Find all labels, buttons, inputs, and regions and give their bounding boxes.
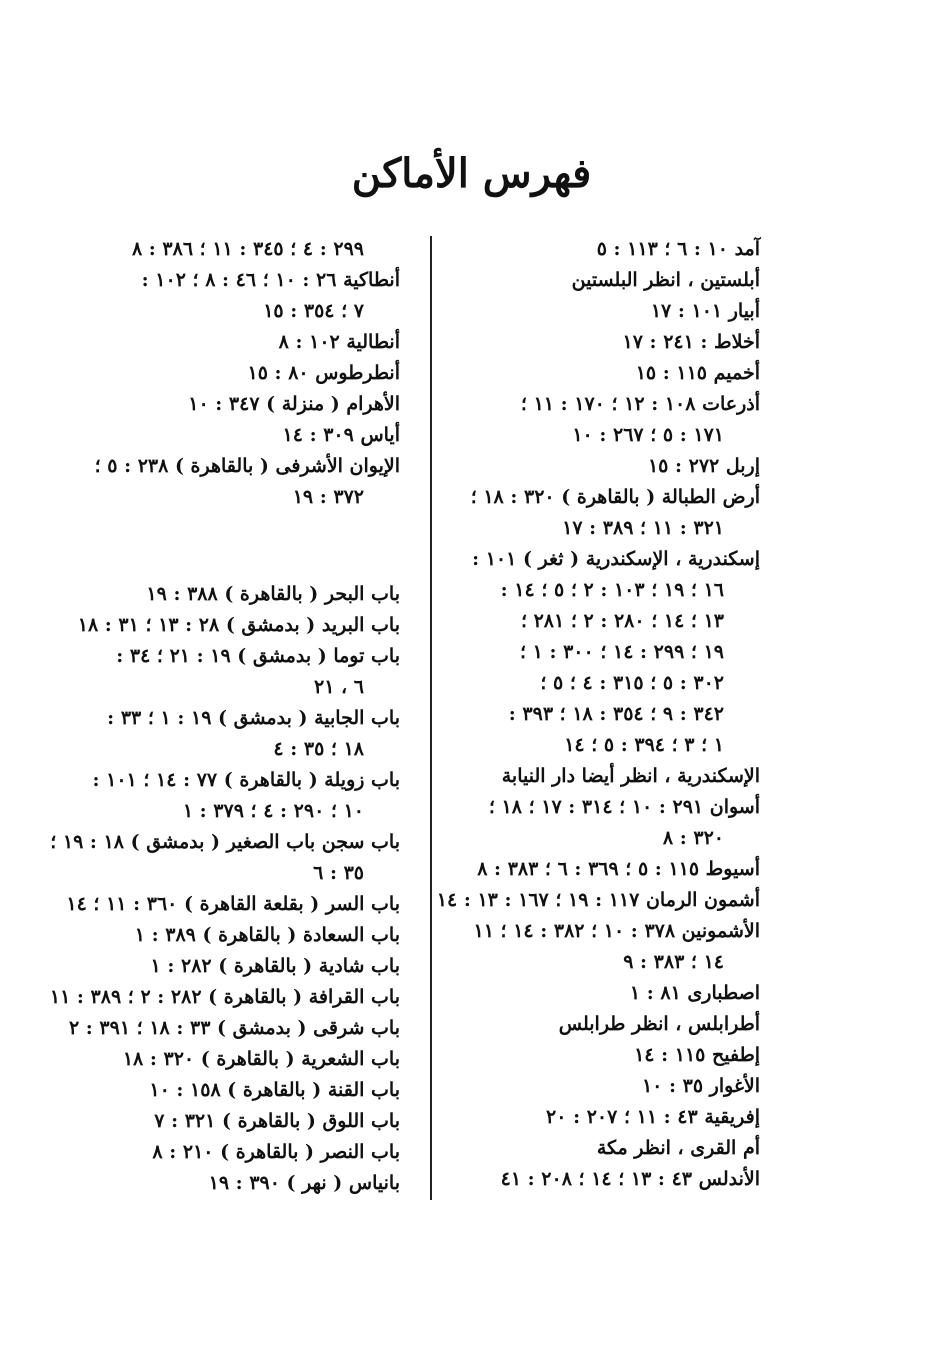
index-entry: أبيار ١٠١ : ١٧ — [650, 300, 760, 322]
index-entry-continuation: ١٩ ؛ ٢٩٩ : ١٤ ؛ ٣٠٠ : ١ ؛ — [519, 641, 724, 663]
left-column-index — [49, 234, 400, 1199]
index-entry: باب زويلة ( بالقاهرة ) ٧٧ : ١٤ ؛ ١٠١ : — [92, 769, 400, 791]
index-entry: أبلستين ، انظر البلستين — [571, 269, 760, 291]
left-column-bottom-entries — [49, 579, 400, 1199]
index-entry-continuation: ٣٢١ : ١١ ؛ ٣٨٩ : ١٧ — [562, 517, 724, 539]
index-entry: أخميم ١١٥ : ١٥ — [635, 362, 760, 384]
index-entry-continuation: ١٦ ؛ ١٩ ؛ ١٠٣ : ٢ ؛ ٥ ؛ ١٤ : — [500, 579, 724, 601]
index-entry: أذرعات ١٠٨ : ١٢ ؛ ١٧٠ : ١١ ؛ — [520, 393, 760, 415]
index-entry-continuation: ١ ؛ ٣ ؛ ٣٩٤ : ٥ ؛ ١٤ — [564, 734, 724, 756]
index-entry: باب الشعرية ( بالقاهرة ) ٣٢٠ : ١٨ — [122, 1048, 400, 1070]
index-entry: الإسكندرية ، انظر أيضا دار النيابة — [501, 765, 760, 787]
index-entry: أطرابلس ، انظر طرابلس — [558, 1013, 760, 1035]
index-entry: أم القرى ، انظر مكة — [596, 1137, 760, 1159]
index-entry: إفريقية ٤٣ : ١١ ؛ ٢٠٧ : ٢٠ — [546, 1106, 760, 1128]
index-entry: باب شادية ( بالقاهرة ) ٢٨٢ : ١ — [150, 955, 400, 977]
index-entry-continuation: ١٨ ؛ ٣٥ : ٤ — [273, 738, 364, 760]
index-entry: باب البحر ( بالقاهرة ) ٣٨٨ : ١٩ — [146, 583, 400, 605]
index-entry: الإيوان الأشرفى ( بالقاهرة ) ٢٣٨ : ٥ ؛ — [94, 455, 400, 477]
index-entry: باب البريد ( بدمشق ) ٢٨ : ١٣ ؛ ٣١ : ١٨ — [77, 614, 400, 636]
left-column-top-entries — [94, 234, 400, 513]
index-entry: باب الجابية ( بدمشق ) ١٩ : ١ ؛ ٣٣ : — [107, 707, 400, 729]
column-divider — [430, 236, 432, 1200]
index-entry: باب القرافة ( بالقاهرة ) ٢٨٢ : ٢ ؛ ٣٨٩ : ١١ — [49, 986, 400, 1008]
index-entry: باب سجن باب الصغير ( بدمشق ) ١٨ : ١٩ ؛ — [50, 831, 400, 853]
index-entry-continuation: ٦ ، ٢١ — [313, 676, 364, 698]
right-column-index — [436, 234, 760, 1195]
index-entry-continuation: ٣٤٢ : ٩ ؛ ٣٥٤ : ١٨ ؛ ٣٩٣ : — [508, 703, 724, 725]
index-entry: آمد ١٠ : ٦ ؛ ١١٣ : ٥ — [596, 238, 760, 260]
index-entry: باب النصر ( بالقاهرة ) ٢١٠ : ٨ — [152, 1141, 400, 1163]
index-entry: باب اللوق ( بالقاهرة ) ٣٢١ : ٧ — [154, 1110, 400, 1132]
index-entry: أنطرطوس ٨٠ : ١٥ — [247, 362, 400, 384]
index-entry: باب السر ( بقلعة القاهرة ) ٣٦٠ : ١١ ؛ ١٤ — [66, 893, 400, 915]
index-entry-continuation: ٧ ؛ ٣٥٤ : ١٥ — [263, 300, 364, 322]
index-entry-continuation: ١٣ ؛ ١٤ ؛ ٢٨٠ : ٢ ؛ ٢٨١ ؛ — [520, 610, 724, 632]
index-entry: أشمون الرمان ١١٧ : ١٩ ؛ ١٦٧ : ١٣ : ١٤ — [436, 889, 760, 911]
index-entry: الأهرام ( منزلة ) ٣٤٧ : ١٠ — [188, 393, 400, 415]
index-entry-continuation: ١٧١ : ٥ ؛ ٢٦٧ : ١٠ — [572, 424, 724, 446]
index-entry-continuation: ٣٢٠ : ٨ — [662, 827, 724, 849]
index-entry-continuation: ٢٩٩ : ٤ ؛ ٣٤٥ : ١١ ؛ ٣٨٦ : ٨ — [131, 238, 364, 260]
index-entry: أنطاكية ٢٦ : ١٠ ؛ ٤٦ : ٨ ؛ ١٠٢ : — [141, 269, 400, 291]
index-entry-continuation: ٣٥ : ٦ — [313, 862, 364, 884]
index-entry: باب القنة ( بالقاهرة ) ١٥٨ : ١٠ — [149, 1079, 400, 1101]
section-gap — [100, 513, 400, 579]
index-entry: الأغوار ٣٥ : ١٠ — [641, 1075, 760, 1097]
index-entry: أسوان ٢٩١ : ١٠ ؛ ٣١٤ : ١٧ ؛ ١٨ ؛ — [488, 796, 760, 818]
index-entry: اصطبارى ٨١ : ١ — [629, 982, 760, 1004]
index-entry-continuation: ١٤ ؛ ٣٨٣ : ٩ — [623, 951, 724, 973]
index-entry-continuation: ٣٧٢ : ١٩ — [292, 486, 364, 508]
index-entry: بانياس ( نهر ) ٣٩٠ : ١٩ — [208, 1172, 400, 1194]
index-entry-continuation: ٣٠٢ : ٥ ؛ ٣١٥ : ٤ ؛ ٥ ؛ — [540, 672, 724, 694]
index-entry: الأندلس ٤٣ : ١٣ ؛ ١٤ ؛ ٢٠٨ : ٤١ — [500, 1168, 760, 1190]
index-entry: أرض الطبالة ( بالقاهرة ) ٣٢٠ : ١٨ ؛ — [470, 486, 760, 508]
index-entry: أخلاط : ٢٤١ : ١٧ — [622, 331, 760, 353]
index-entry: باب شرقى ( بدمشق ) ٣٣ : ١٨ ؛ ٣٩١ : ٢ — [68, 1017, 400, 1039]
index-entry: الأشمونين ٣٧٨ : ١٠ ؛ ٣٨٢ : ١٤ ؛ ١١ — [473, 920, 760, 942]
index-entry: إربل ٢٧٢ : ١٥ — [647, 455, 760, 477]
index-entry: أنطالية ١٠٢ : ٨ — [278, 331, 400, 353]
index-entry: باب السعادة ( بالقاهرة ) ٣٨٩ : ١ — [134, 924, 400, 946]
index-entry: باب توما ( بدمشق ) ١٩ : ٢١ ؛ ٣٤ : — [116, 645, 400, 667]
index-entry: إطفيح ١١٥ : ١٤ — [634, 1044, 760, 1066]
index-entry: أسيوط ١١٥ : ٥ ؛ ٣٦٩ : ٦ ؛ ٣٨٣ : ٨ — [477, 858, 760, 880]
index-entry-continuation: ١٠ ؛ ٢٩٠ : ٤ ؛ ٣٧٩ : ١ — [182, 800, 364, 822]
page-title: فهرس الأماكن — [351, 150, 592, 197]
index-entry: إسكندرية ، الإسكندرية ( ثغر ) ١٠١ : — [472, 548, 760, 570]
index-entry: أياس ٣٠٩ : ١٤ — [282, 424, 400, 446]
